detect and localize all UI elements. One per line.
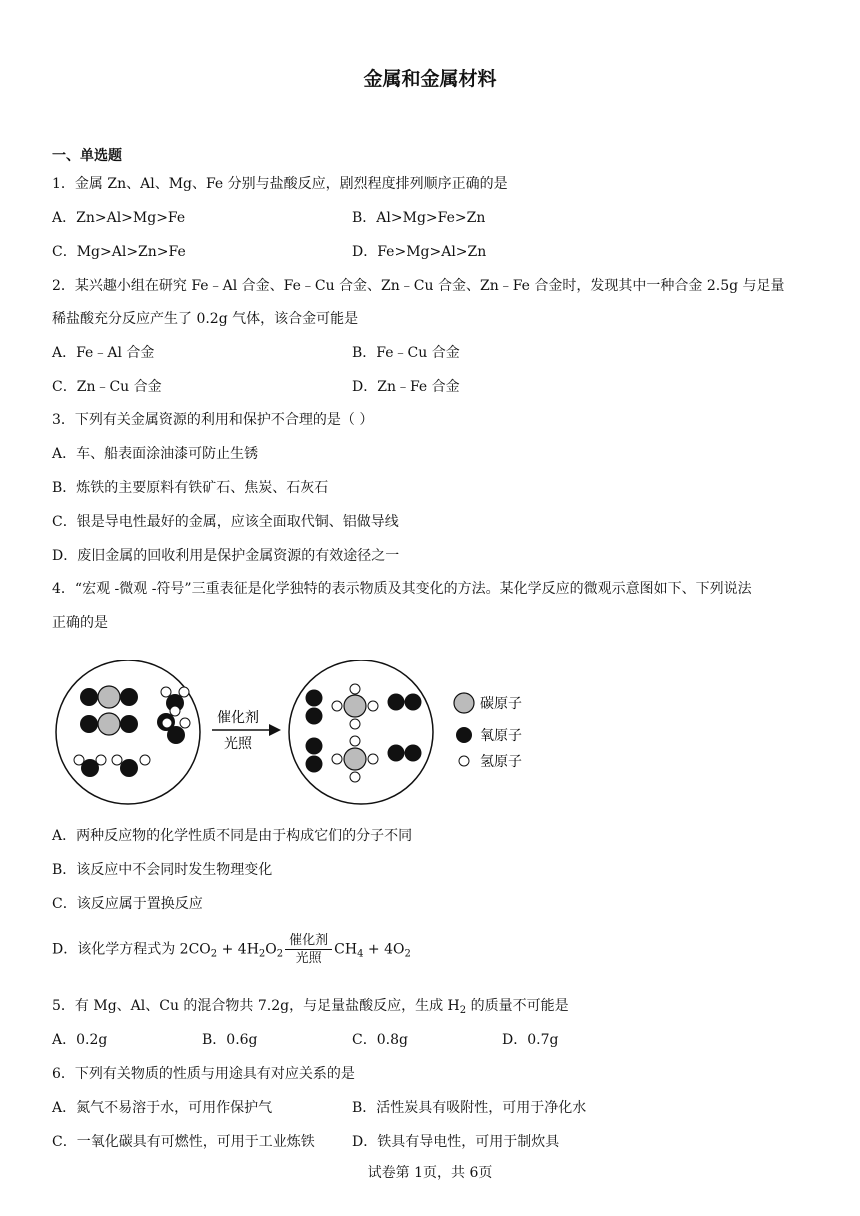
reaction-arrow	[212, 709, 278, 752]
q2-option-d: D．Zn﹣Fe 合金	[352, 379, 460, 395]
q4-d-ch: CH	[334, 941, 358, 958]
q6-option-b: B．活性炭具有吸附性，可用于净化水	[352, 1100, 587, 1116]
oxygen-atom-icon	[456, 727, 472, 743]
q1-option-c: C．Mg>Al>Zn>Fe	[52, 244, 186, 260]
q4-d-o: O	[265, 941, 277, 958]
section-heading: 一、单选题	[52, 148, 122, 164]
q2-stem-line1: 2．某兴趣小组在研究 Fe﹣Al 合金、Fe﹣Cu 合金、Zn﹣Cu 合金、Zn﹣Fe 合金时，发现其中一种合金 2.5g 与足量	[52, 278, 785, 294]
q6-stem: 6．下列有关物质的性质与用途具有对应关系的是	[52, 1066, 355, 1082]
legend-oxygen-label: 氧原子	[480, 728, 522, 744]
q1-stem: 1．金属 Zn、Al、Mg、Fe 分别与盐酸反应，剧烈程度排列顺序正确的是	[52, 176, 508, 192]
reaction-condition	[285, 932, 332, 967]
products-circle	[289, 660, 433, 804]
page-footer: 试卷第 1页，共 6页	[367, 1165, 493, 1181]
q4-d-end: + 4O	[363, 941, 405, 958]
q6-option-a: A．氮气不易溶于水，可用作保护气	[52, 1100, 273, 1116]
arrow-condition-top: 催化剂	[217, 710, 259, 726]
q5-option-a: A．0.2g	[52, 1032, 108, 1048]
reactants-circle	[56, 660, 200, 804]
q1-option-d: D．Fe>Mg>Al>Zn	[352, 244, 487, 260]
q2-option-c: C．Zn﹣Cu 合金	[52, 379, 162, 395]
q4-stem-line2: 正确的是	[52, 615, 108, 631]
q2-option-a: A．Fe﹣Al 合金	[52, 345, 155, 361]
q6-option-d: D．铁具有导电性，可用于制炊具	[352, 1134, 560, 1150]
q3-option-c: C．银是导电性最好的金属，应该全面取代铜、铝做导线	[52, 514, 399, 530]
q2-stem-line2: 稀盐酸充分反应产生了 0.2g 气体，该合金可能是	[52, 311, 359, 327]
q2-option-b: B．Fe﹣Cu 合金	[352, 345, 460, 361]
q4-option-c: C．该反应属于置换反应	[52, 896, 203, 912]
q6-option-c: C．一氧化碳具有可燃性，可用于工业炼铁	[52, 1134, 315, 1150]
arrow-condition-bottom: 光照	[224, 736, 252, 752]
co2-molecule	[80, 686, 138, 708]
q4-option-d: D．该化学方程式为 $2CO_2 + 4H_2O_2$ $\frac{\text{催化剂}}{\text{光照}}$ $CH_4 + 4O_2$	[52, 933, 411, 966]
q3-option-b: B．炼铁的主要原料有铁矿石、焦炭、石灰石	[52, 480, 329, 496]
diagram-legend	[454, 693, 522, 770]
q4-d-plus1: + 4H	[217, 941, 259, 958]
q5-stem: 5．有 Mg、Al、Cu 的混合物共 7.2g，与足量盐酸反应，生成 $H_2$ 的质量不可能是	[52, 998, 569, 1016]
q1-option-a: A．Zn>Al>Mg>Fe	[52, 210, 186, 226]
q5-stem-pre: 5．有 Mg、Al、Cu 的混合物共 7.2g，与足量盐酸反应，生成 H	[52, 998, 460, 1014]
condition-light: 光照	[295, 951, 322, 966]
q3-option-a: A．车、船表面涂油漆可防止生锈	[52, 446, 259, 462]
q5-option-c: C．0.8g	[352, 1032, 408, 1048]
legend-hydrogen-label: 氢原子	[480, 754, 522, 770]
condition-catalyst: 催化剂	[285, 932, 332, 950]
q4-option-b: B．该反应中不会同时发生物理变化	[52, 862, 273, 878]
hydrogen-atom-icon	[459, 756, 469, 766]
q5-stem-post: 的质量不可能是	[466, 998, 569, 1014]
q3-stem: 3．下列有关金属资源的利用和保护不合理的是（ ）	[52, 412, 374, 428]
carbon-atom-icon	[454, 693, 474, 713]
q4-stem-line1: 4．“宏观 -微观 -符号”三重表征是化学独特的表示物质及其变化的方法。某化学反应的微观示意图如下、下列说法	[52, 581, 752, 597]
q5-option-b: B．0.6g	[202, 1032, 258, 1048]
q1-option-b: B．Al>Mg>Fe>Zn	[352, 210, 486, 226]
page-title: 金属和金属材料	[363, 68, 497, 90]
co2-molecule	[80, 713, 138, 735]
legend-carbon-label: 碳原子	[480, 696, 522, 712]
q3-option-d: D．废旧金属的回收利用是保护金属资源的有效途径之一	[52, 548, 400, 564]
reaction-diagram	[52, 660, 532, 810]
q5-option-d: D．0.7g	[502, 1032, 559, 1048]
q4-d-prefix: D．该化学方程式为 2CO	[52, 941, 211, 958]
q4-option-a: A．两种反应物的化学性质不同是由于构成它们的分子不同	[52, 828, 413, 844]
